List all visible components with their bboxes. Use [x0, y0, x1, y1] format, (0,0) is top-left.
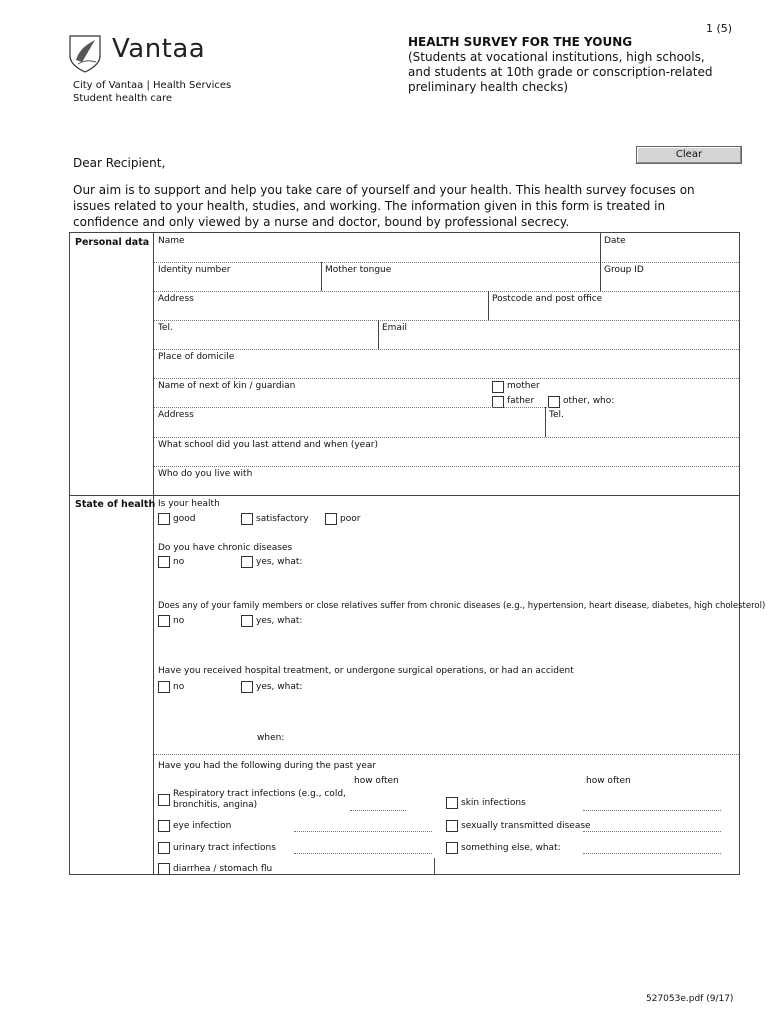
respiratory-often-field[interactable] — [350, 810, 406, 811]
respiratory-checkbox[interactable] — [158, 794, 170, 806]
something-label: something else, what: — [461, 843, 561, 853]
std-label: sexually transmitted disease — [461, 821, 591, 831]
kin-label: Name of next of kin / guardian — [158, 381, 296, 391]
q-family-label: Does any of your family members or close relatives suffer from chronic diseases (e.g., hypertension, heart disease, diabetes, high cholesterol) — [158, 601, 766, 611]
document-title: HEALTH SURVEY FOR THE YOUNG — [408, 35, 633, 49]
q-health-label: Is your health — [158, 499, 220, 509]
document-title-block — [408, 35, 728, 95]
vantaa-shield-icon — [68, 34, 102, 74]
clear-button[interactable]: Clear — [636, 146, 742, 164]
something-checkbox[interactable] — [446, 842, 458, 854]
q-past-year-label: Have you had the following during the past year — [158, 761, 377, 771]
eye-often-field[interactable] — [294, 831, 432, 832]
q-chronic-label: Do you have chronic diseases — [158, 543, 293, 553]
respiratory-line-2: bronchitis, angina) — [173, 800, 258, 810]
name-field[interactable] — [154, 262, 739, 263]
domicile-field[interactable] — [154, 378, 739, 379]
school-field[interactable] — [154, 466, 739, 467]
health-poor-label: poor — [340, 514, 361, 524]
postcode-label: Postcode and post office — [492, 294, 603, 304]
how-often-left-label: how often — [354, 776, 399, 786]
health-good-checkbox[interactable] — [158, 513, 170, 525]
hospital-yes-label: yes, what: — [256, 682, 303, 692]
identity-number-label: Identity number — [158, 265, 231, 275]
diarrhea-label: diarrhea / stomach flu — [173, 864, 273, 874]
family-no-label: no — [173, 616, 185, 626]
section-state-of-health: State of health — [75, 499, 156, 510]
skin-checkbox[interactable] — [446, 797, 458, 809]
subtitle-line-1: (Students at vocational institutions, high schools, — [408, 50, 705, 64]
how-often-right-label: how often — [586, 776, 631, 786]
health-satisfactory-label: satisfactory — [256, 514, 309, 524]
std-often-field[interactable] — [583, 831, 721, 832]
urinary-checkbox[interactable] — [158, 842, 170, 854]
org-line-1: City of Vantaa | Health Services — [73, 80, 232, 91]
health-good-label: good — [173, 514, 196, 524]
eye-label: eye infection — [173, 821, 232, 831]
other-label: other, who: — [563, 396, 615, 406]
skin-often-field[interactable] — [583, 810, 721, 811]
health-satisfactory-checkbox[interactable] — [241, 513, 253, 525]
tel-label: Tel. — [158, 323, 173, 333]
when-label: when: — [257, 733, 285, 743]
urinary-label: urinary tract infections — [173, 843, 276, 853]
subtitle-line-3: preliminary health checks) — [408, 80, 569, 94]
health-poor-checkbox[interactable] — [325, 513, 337, 525]
address-label: Address — [158, 294, 194, 304]
mother-tongue-label: Mother tongue — [325, 265, 392, 275]
something-often-field[interactable] — [583, 853, 721, 854]
hospital-yes-checkbox[interactable] — [241, 681, 253, 693]
hospital-no-checkbox[interactable] — [158, 681, 170, 693]
section-personal-data: Personal data — [75, 237, 150, 248]
chronic-yes-checkbox[interactable] — [241, 556, 253, 568]
domicile-label: Place of domicile — [158, 352, 235, 362]
subtitle-line-2: and students at 10th grade or conscription-related — [408, 65, 713, 79]
other-checkbox[interactable] — [548, 396, 560, 408]
chronic-yes-label: yes, what: — [256, 557, 303, 567]
mother-label: mother — [507, 381, 540, 391]
survey-form — [69, 232, 766, 875]
family-yes-checkbox[interactable] — [241, 615, 253, 627]
school-label: What school did you last attend and when (year) — [158, 440, 378, 450]
email-label: Email — [382, 323, 407, 333]
date-label: Date — [604, 236, 626, 246]
father-label: father — [507, 396, 535, 406]
logo-text: Vantaa — [112, 34, 206, 64]
kin-field[interactable] — [154, 407, 549, 408]
page-number: 1 (5) — [706, 22, 733, 35]
eye-checkbox[interactable] — [158, 820, 170, 832]
footer-filename: 527053e.pdf (9/17) — [646, 994, 734, 1004]
hospital-field[interactable] — [154, 754, 739, 755]
greeting: Dear Recipient, — [73, 156, 166, 170]
hospital-no-label: no — [173, 682, 185, 692]
live-with-label: Who do you live with — [158, 469, 253, 479]
std-checkbox[interactable] — [446, 820, 458, 832]
kin-tel-label: Tel. — [549, 410, 564, 420]
family-yes-label: yes, what: — [256, 616, 303, 626]
respiratory-line-1: Respiratory tract infections (e.g., cold, — [173, 789, 346, 799]
chronic-no-label: no — [173, 557, 185, 567]
org-line-2: Student health care — [73, 93, 173, 104]
urinary-often-field[interactable] — [294, 853, 432, 854]
tel-field[interactable] — [154, 349, 739, 350]
skin-label: skin infections — [461, 798, 526, 808]
kin-address-label: Address — [158, 410, 194, 420]
kin-address-field[interactable] — [154, 437, 739, 438]
diarrhea-checkbox[interactable] — [158, 863, 170, 875]
family-no-checkbox[interactable] — [158, 615, 170, 627]
name-label: Name — [158, 236, 185, 246]
intro-paragraph: Our aim is to support and help you take care of yourself and your health. This health survey focuses on issues related to your health, studies, and working. The information given in this form is treated in confidence and only viewed by a nurse and doctor, bound by professional secrecy. — [73, 183, 695, 229]
chronic-no-checkbox[interactable] — [158, 556, 170, 568]
identity-field[interactable] — [154, 291, 739, 292]
q-hospital-label: Have you received hospital treatment, or undergone surgical operations, or had an accident — [158, 666, 574, 676]
address-field[interactable] — [154, 320, 739, 321]
respiratory-label — [173, 789, 346, 811]
org-info — [73, 79, 231, 105]
group-id-label: Group ID — [604, 265, 644, 275]
mother-checkbox[interactable] — [492, 381, 504, 393]
